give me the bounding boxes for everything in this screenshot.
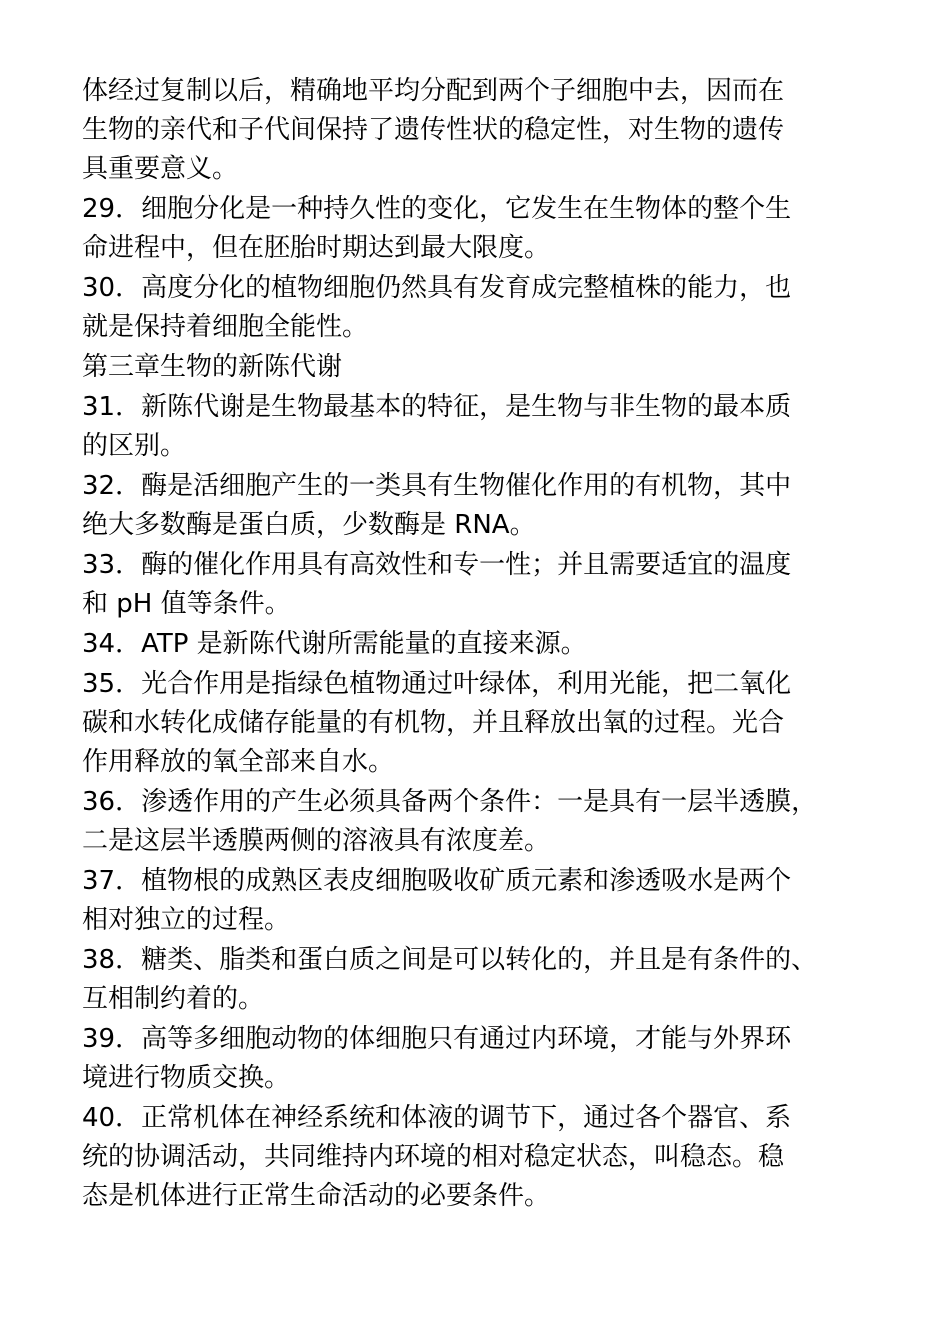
paragraph-39 [82, 1020, 882, 1098]
text-line: 34．ATP 是新陈代谢所需能量的直接来源。 [82, 629, 587, 659]
text-line: 碳和水转化成储存能量的有机物，并且释放出氧的过程。光合 [82, 708, 785, 738]
text-line: 就是保持着细胞全能性。 [82, 312, 369, 342]
text-line: 和 pH 值等条件。 [82, 589, 291, 619]
text-line: 33．酶的催化作用具有高效性和专一性；并且需要适宜的温度 [82, 550, 792, 580]
chapter-heading [82, 348, 882, 387]
text-line: 32．酶是活细胞产生的一类具有生物催化作用的有机物，其中 [82, 471, 792, 501]
text-line: 39．高等多细胞动物的体细胞只有通过内环境，才能与外界环 [82, 1024, 792, 1054]
text-line: 生物的亲代和子代间保持了遗传性状的稳定性，对生物的遗传 [82, 115, 785, 145]
text-line: 38．糖类、脂类和蛋白质之间是可以转化的，并且是有条件的、 [82, 945, 818, 975]
text-line: 36．渗透作用的产生必须具备两个条件：一是具有一层半透膜， [82, 787, 818, 817]
text-line: 具重要意义。 [82, 154, 239, 184]
text-line: 第三章生物的新陈代谢 [82, 352, 343, 382]
paragraph-29 [82, 190, 882, 268]
text-line: 态是机体进行正常生命活动的必要条件。 [82, 1181, 551, 1211]
paragraph-40 [82, 1099, 882, 1216]
text-line: 的区别。 [82, 431, 187, 461]
text-line: 相对独立的过程。 [82, 905, 291, 935]
paragraph-38 [82, 941, 882, 1019]
paragraph-31 [82, 388, 882, 466]
paragraph-37 [82, 862, 882, 940]
paragraph-32 [82, 467, 882, 545]
text-line: 作用释放的氧全部来自水。 [82, 747, 395, 777]
text-line: 29．细胞分化是一种持久性的变化，它发生在生物体的整个生 [82, 194, 792, 224]
text-line: 30．高度分化的植物细胞仍然具有发育成完整植株的能力，也 [82, 273, 792, 303]
text-line: 体经过复制以后，精确地平均分配到两个子细胞中去，因而在 [82, 76, 785, 106]
text-line: 35．光合作用是指绿色植物通过叶绿体，利用光能，把二氧化 [82, 669, 792, 699]
document-page [82, 72, 882, 1216]
text-line: 二是这层半透膜两侧的溶液具有浓度差。 [82, 826, 551, 856]
text-line: 绝大多数酶是蛋白质，少数酶是 RNA。 [82, 510, 536, 540]
text-line: 40．正常机体在神经系统和体液的调节下，通过各个器官、系 [82, 1103, 792, 1133]
paragraph-34 [82, 625, 882, 664]
paragraph-33 [82, 546, 882, 624]
text-line: 命进程中，但在胚胎时期达到最大限度。 [82, 233, 551, 263]
text-line: 31．新陈代谢是生物最基本的特征，是生物与非生物的最本质 [82, 392, 792, 422]
paragraph-36 [82, 783, 882, 861]
paragraph-30 [82, 269, 882, 347]
text-line: 境进行物质交换。 [82, 1063, 291, 1093]
paragraph-35 [82, 665, 882, 782]
text-line: 互相制约着的。 [82, 984, 265, 1014]
text-line: 37．植物根的成熟区表皮细胞吸收矿质元素和渗透吸水是两个 [82, 866, 792, 896]
text-line: 统的协调活动，共同维持内环境的相对稳定状态，叫稳态。稳 [82, 1142, 785, 1172]
paragraph-intro [82, 72, 882, 189]
